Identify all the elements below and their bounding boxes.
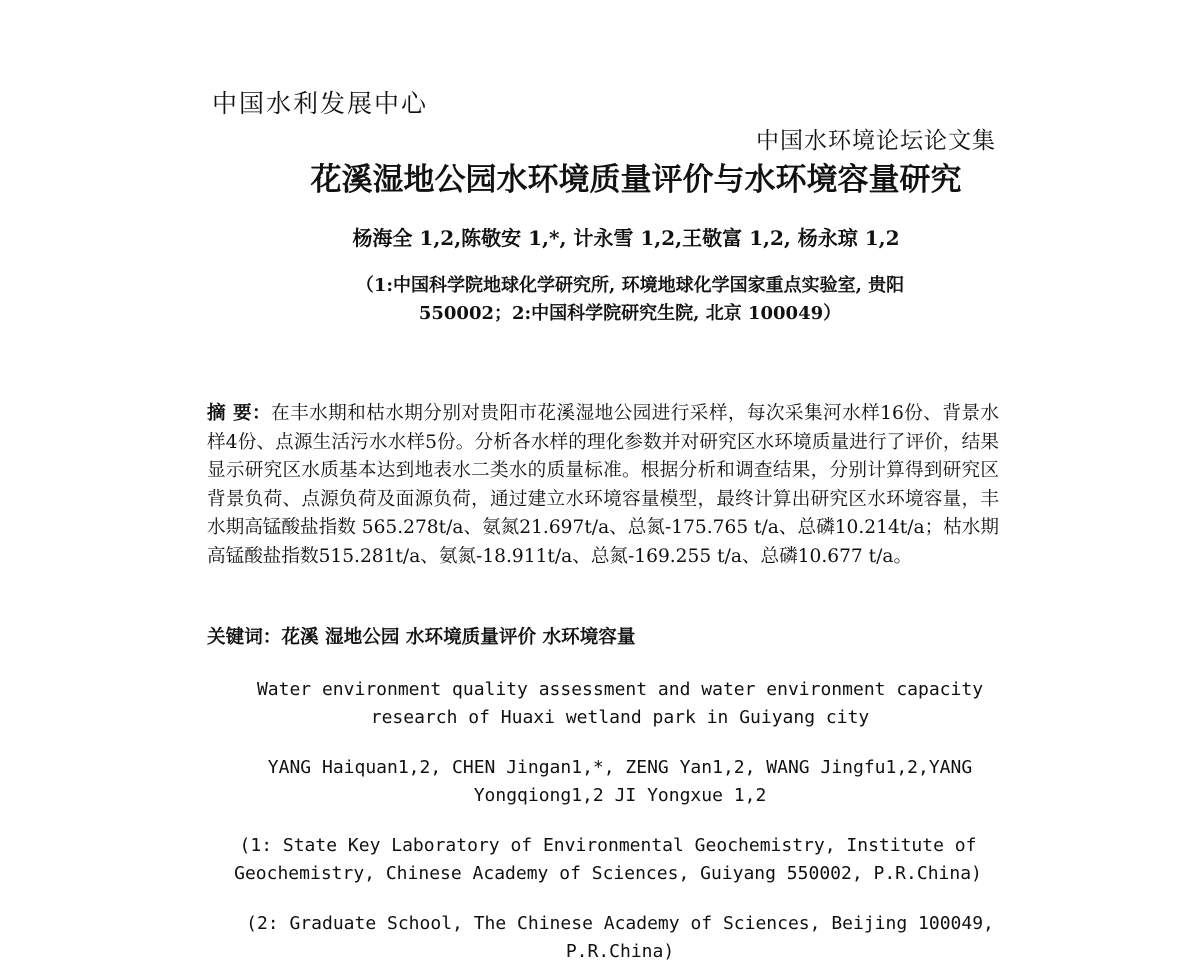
affiliation-line-2: 550002；2:中国科学院研究生院, 北京 100049） <box>418 303 842 324</box>
english-affiliation-1-line-1: (1: State Key Laboratory of Environmental Geochemistry, Institute of <box>239 835 977 856</box>
author-list: 杨海全 1,2,陈敬安 1,*, 计永雪 1,2,王敬富 1,2, 杨永琼 1,2 <box>352 226 900 250</box>
keywords: 关键词：花溪 湿地公园 水环境质量评价 水环境容量 <box>207 627 636 648</box>
abstract-label: 摘 要： <box>207 403 272 424</box>
series-title: 中国水环境论坛论文集 <box>756 128 996 154</box>
english-title-line-2: research of Huaxi wetland park in Guiyang city <box>370 707 870 728</box>
english-authors <box>0 754 1200 810</box>
english-title-line-1: Water environment quality assessment and water environment capacity <box>256 679 984 700</box>
english-affiliation-2-line-2: P.R.China) <box>565 941 675 962</box>
english-authors-line-1: YANG Haiquan1,2, CHEN Jingan1,*, ZENG Yan1,2, WANG Jingfu1,2,YANG <box>267 757 973 778</box>
abstract-text: 在丰水期和枯水期分别对贵阳市花溪湿地公园进行采样，每次采集河水样16份、背景水样4份、点源生活污水水样5份。分析各水样的理化参数并对研究区水环境质量进行了评价，结果显示研究区水质基本达到地表水二类水的质量标准。根据分析和调查结果，分别计算得到研究区背景负荷、点源负荷及面源负荷，通过建立水环境容量模型，最终计算出研究区水环境容量，丰水期高锰酸盐指数 565.278t/a、氨氮21.697t/a、总氮-175.765 t/a、总磷10.214t/a；枯水期高锰酸盐指数515.281t/a、氨氮-18.911t/a、总氮-169.255 t/a、总磷10.677 t/a。 <box>207 403 999 567</box>
organization-header: 中国水利发展中心 <box>212 89 429 118</box>
english-authors-line-2: Yongqiong1,2 JI Yongxue 1,2 <box>473 785 767 806</box>
affiliations <box>0 272 1200 328</box>
english-affiliation-2-line-1: (2: Graduate School, The Chinese Academy of Sciences, Beijing 100049, <box>246 913 994 934</box>
english-affiliation-1-line-2: Geochemistry, Chinese Academy of Sciences, Guiyang 550002, P.R.China) <box>234 863 982 884</box>
paper-title: 花溪湿地公园水环境质量评价与水环境容量研究 <box>310 162 962 198</box>
english-title <box>0 676 1200 732</box>
abstract <box>207 400 999 571</box>
affiliation-line-1: （1:中国科学院地球化学研究所, 环境地球化学国家重点实验室, 贵阳 <box>355 275 905 296</box>
english-affiliation-2 <box>0 910 1200 966</box>
english-affiliation-1 <box>0 832 1200 888</box>
